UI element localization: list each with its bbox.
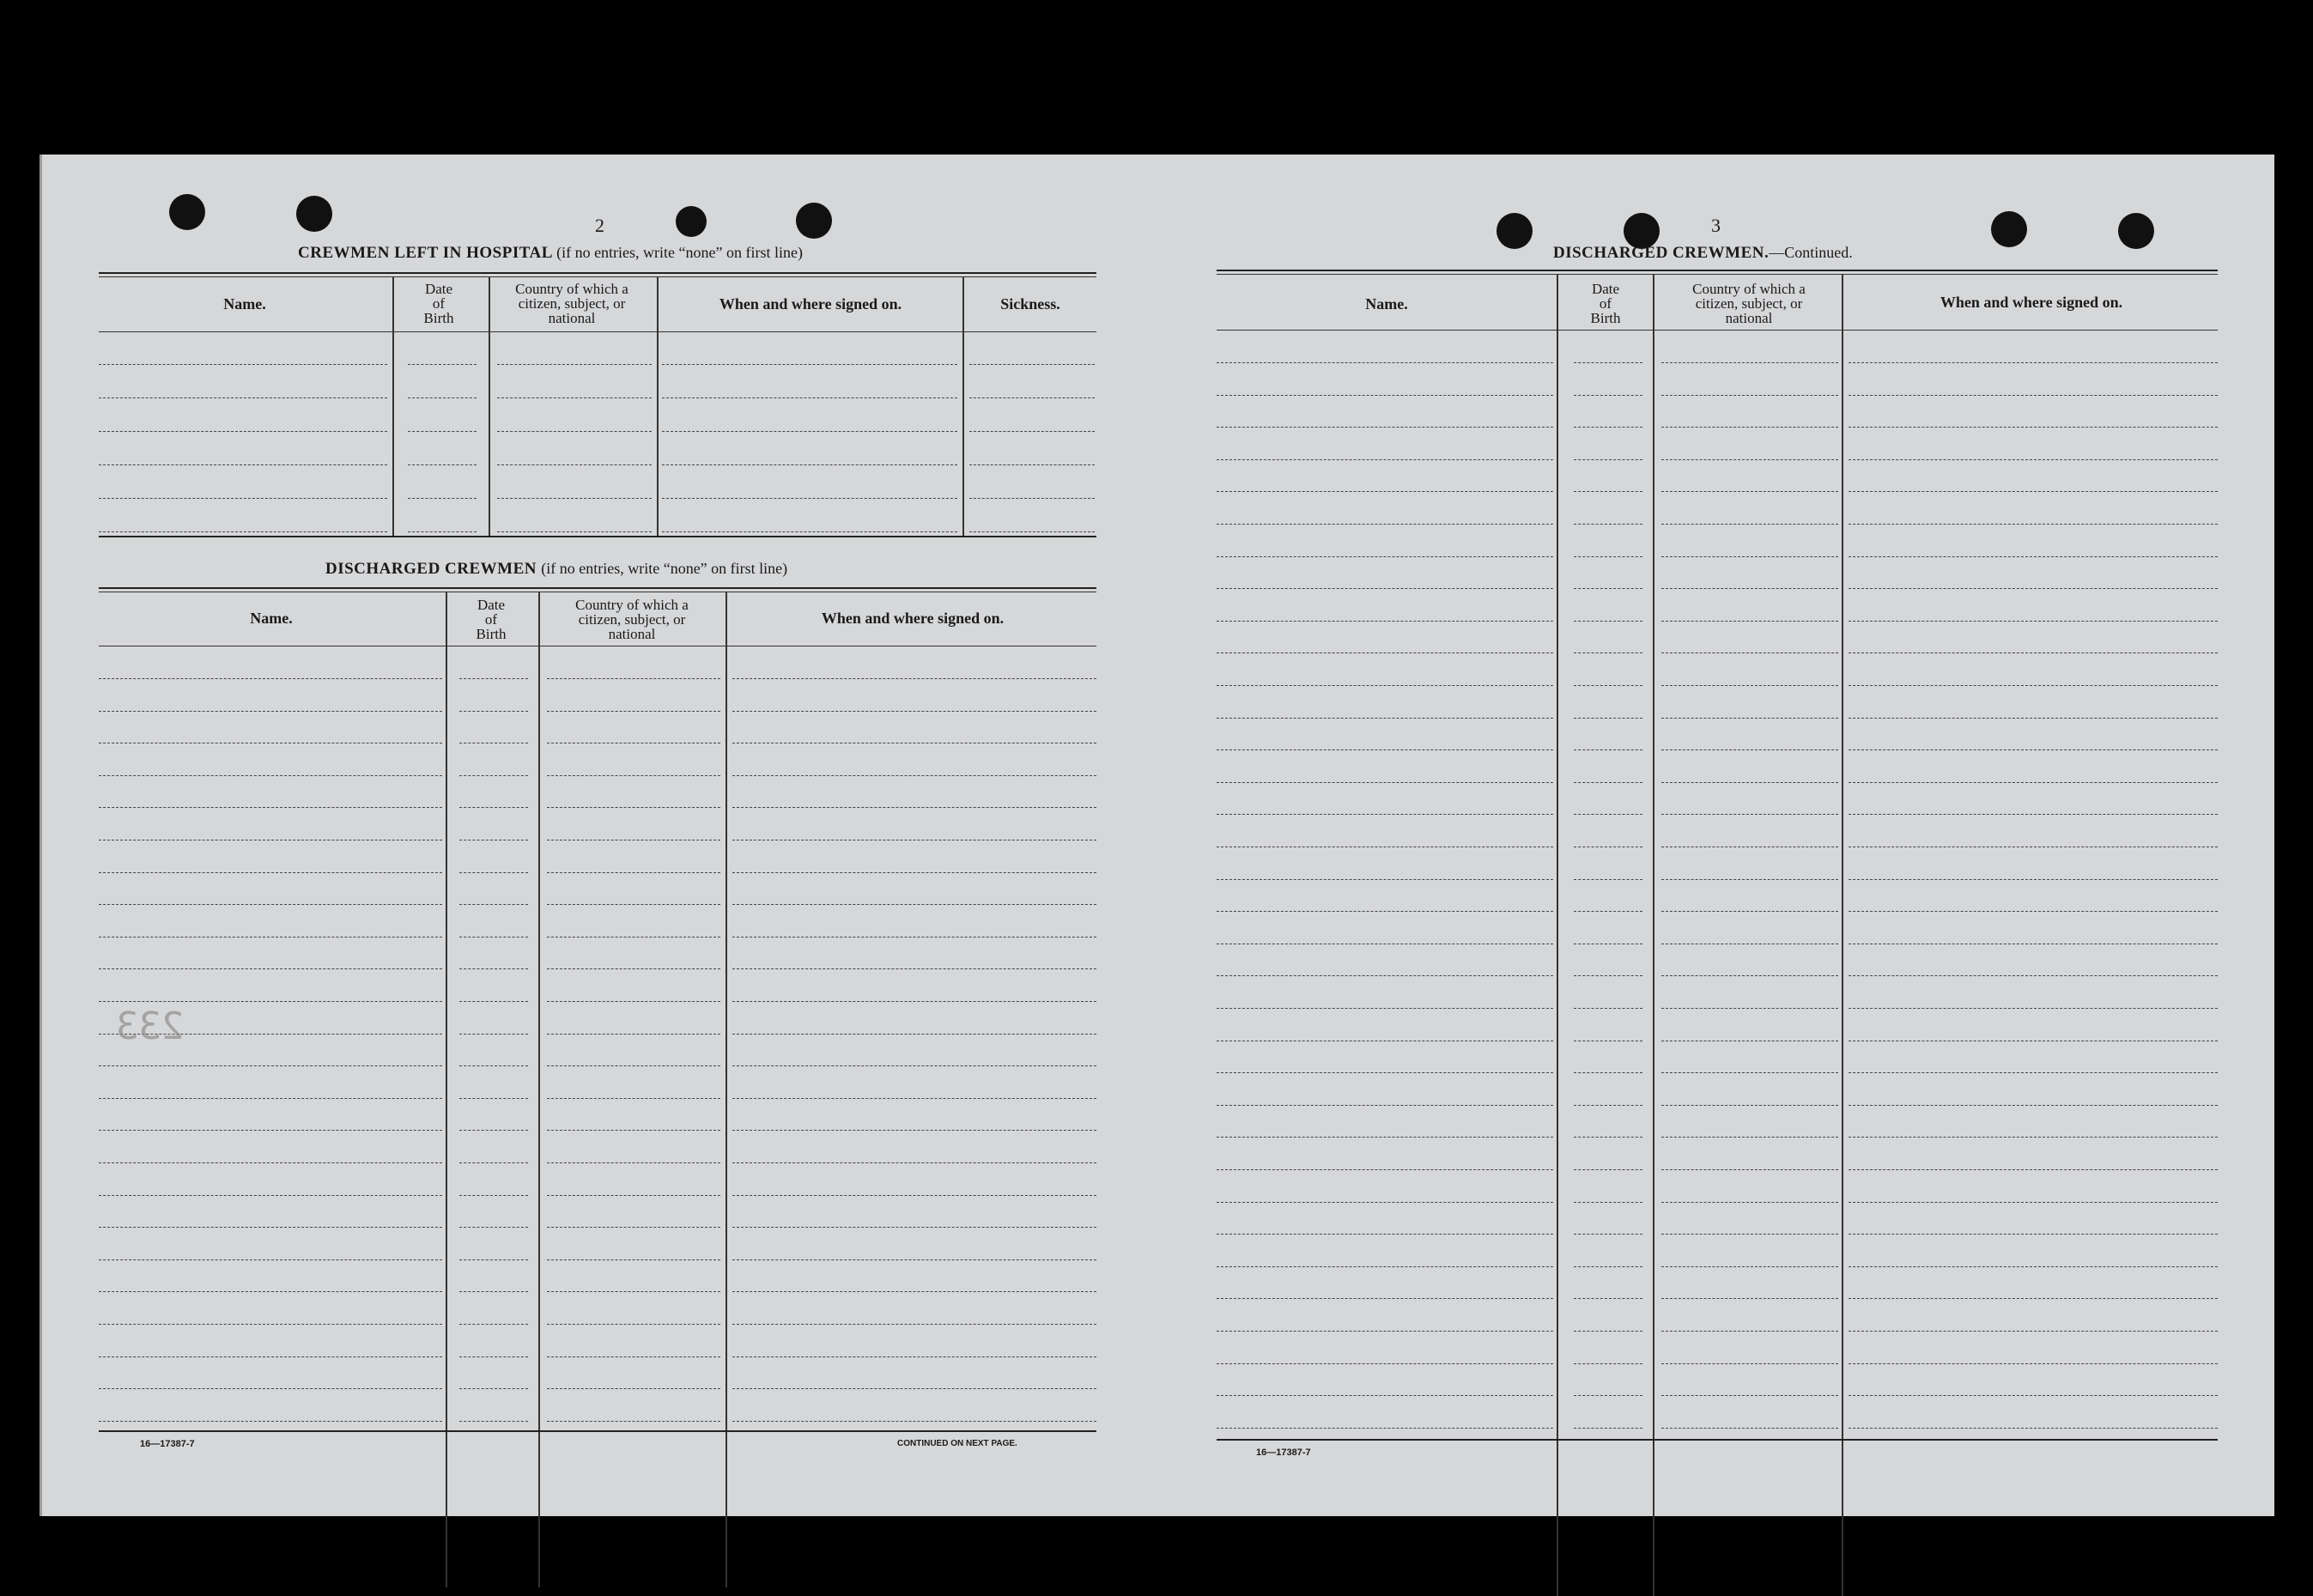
ruled-line <box>732 1001 1096 1002</box>
ruled-line <box>1217 685 1553 686</box>
ruled-line <box>497 431 652 432</box>
column-header-dob: Date of Birth <box>476 597 507 642</box>
punch-hole <box>169 194 205 230</box>
ruled-line <box>1217 1363 1553 1364</box>
column-header-country: Country of which a citizen, subject, or national <box>1692 281 1806 326</box>
ruled-line <box>1849 1202 2218 1203</box>
table-rule <box>99 276 1096 277</box>
ruled-line <box>969 531 1095 532</box>
ruled-line <box>732 937 1096 938</box>
ruled-line <box>1217 362 1553 363</box>
ruled-line <box>1217 491 1553 492</box>
ruled-line <box>99 904 442 905</box>
ruled-line <box>99 1227 442 1228</box>
ruled-line <box>1217 1202 1553 1203</box>
discharged-continued-title <box>1553 244 1853 263</box>
ruled-line <box>459 1065 528 1066</box>
ruled-line <box>459 1034 528 1035</box>
column-header-dob: Date of Birth <box>1590 281 1621 326</box>
column-header-country: Country of which a citizen, subject, or national <box>575 597 689 642</box>
ruled-line <box>1661 362 1838 363</box>
ruled-line <box>662 464 957 465</box>
ruled-line <box>1849 459 2218 460</box>
ruled-line <box>1661 1137 1838 1138</box>
ruled-line <box>459 1421 528 1422</box>
ruled-line <box>99 1388 442 1389</box>
ruled-line <box>408 431 477 432</box>
punch-hole <box>1991 211 2027 247</box>
ruled-line <box>1661 1105 1838 1106</box>
ruled-line <box>1217 1137 1553 1138</box>
ruled-line <box>1849 362 2218 363</box>
column-header-sickness: Sickness. <box>1000 295 1060 313</box>
ruled-line <box>1661 491 1838 492</box>
ruled-line <box>1217 459 1553 460</box>
form-number: 16—17387-7 <box>140 1439 195 1449</box>
ruled-line <box>547 1356 720 1357</box>
ruled-line <box>1661 1298 1838 1299</box>
ruled-line <box>662 364 957 365</box>
ruled-line <box>1661 718 1838 719</box>
ruled-line <box>732 1324 1096 1325</box>
ruled-line <box>1217 1072 1553 1073</box>
ruled-line <box>1661 1072 1838 1073</box>
ruled-line <box>459 872 528 873</box>
ruled-line <box>497 531 652 532</box>
ruled-line <box>547 678 720 679</box>
ruled-line <box>459 1001 528 1002</box>
ruled-line <box>1574 1105 1642 1106</box>
ruled-line <box>1574 718 1642 719</box>
ruled-line <box>1661 879 1838 880</box>
ruled-line <box>459 711 528 712</box>
ruled-line <box>99 1291 442 1292</box>
ruled-line <box>732 904 1096 905</box>
ruled-line <box>1661 1169 1838 1170</box>
ruled-line <box>99 364 387 365</box>
ruled-line <box>547 1421 720 1422</box>
page-number: 2 <box>595 215 604 236</box>
ruled-line <box>1217 556 1553 557</box>
ruled-line <box>99 1065 442 1066</box>
ruled-line <box>408 464 477 465</box>
ruled-line <box>459 1195 528 1196</box>
hospital-subtitle: (if no entries, write “none” on first line) <box>556 244 803 261</box>
discharged-continued-label: DISCHARGED CREWMEN. <box>1553 244 1770 262</box>
ruled-line <box>1574 524 1642 525</box>
ruled-line <box>99 937 442 938</box>
table-rule <box>99 587 1096 589</box>
ruled-line <box>969 464 1095 465</box>
ruled-line <box>459 1356 528 1357</box>
ruled-line <box>1217 652 1553 653</box>
ruled-line <box>547 1162 720 1163</box>
ruled-line <box>99 464 387 465</box>
ruled-line <box>547 968 720 969</box>
ruled-line <box>1661 911 1838 912</box>
ruled-line <box>547 807 720 808</box>
ruled-line <box>732 1388 1096 1389</box>
ruled-line <box>459 1388 528 1389</box>
ruled-line <box>1661 1234 1838 1235</box>
ruled-line <box>1574 911 1642 912</box>
ruled-line <box>1849 395 2218 396</box>
ruled-line <box>1661 556 1838 557</box>
ruled-line <box>99 1259 442 1260</box>
ruled-line <box>1849 621 2218 622</box>
ruled-line <box>547 775 720 776</box>
stamp-number: 233 <box>116 1004 185 1048</box>
hospital-title: CREWMEN LEFT IN HOSPITAL <box>298 244 552 262</box>
ruled-line <box>547 1195 720 1196</box>
ruled-line <box>1849 1298 2218 1299</box>
ruled-line <box>1661 1008 1838 1009</box>
ruled-line <box>459 1227 528 1228</box>
ruled-line <box>1574 395 1642 396</box>
ruled-line <box>1849 1072 2218 1073</box>
ruled-line <box>1661 782 1838 783</box>
ruled-line <box>1217 1234 1553 1235</box>
ruled-line <box>1574 491 1642 492</box>
ruled-line <box>1661 459 1838 460</box>
ruled-line <box>1849 718 2218 719</box>
ruled-line <box>1217 1266 1553 1267</box>
ruled-line <box>732 1421 1096 1422</box>
form-number: 16—17387-7 <box>1256 1447 1311 1458</box>
ruled-line <box>732 1259 1096 1260</box>
ruled-line <box>1661 427 1838 428</box>
ruled-line <box>459 678 528 679</box>
ruled-line <box>1574 749 1642 750</box>
ruled-line <box>547 937 720 938</box>
column-header-name: Name. <box>223 295 266 313</box>
ruled-line <box>1661 1363 1838 1364</box>
column-header-name: Name. <box>1365 295 1408 313</box>
ruled-line <box>1849 588 2218 589</box>
ruled-line <box>1574 1137 1642 1138</box>
ruled-line <box>459 1162 528 1163</box>
ruled-line <box>1661 588 1838 589</box>
ruled-line <box>497 397 652 398</box>
ruled-line <box>1574 459 1642 460</box>
ruled-line <box>1849 1363 2218 1364</box>
ruled-line <box>1661 1331 1838 1332</box>
ruled-line <box>547 1388 720 1389</box>
ruled-line <box>1849 1428 2218 1429</box>
ruled-line <box>1661 814 1838 815</box>
punch-hole <box>796 203 832 239</box>
ruled-line <box>1849 814 2218 815</box>
ruled-line <box>732 1034 1096 1035</box>
ruled-line <box>1217 975 1553 976</box>
ruled-line <box>1849 782 2218 783</box>
ruled-line <box>1849 1395 2218 1396</box>
ruled-line <box>1849 1331 2218 1332</box>
ruled-line <box>459 1259 528 1260</box>
ruled-line <box>732 1065 1096 1066</box>
ruled-line <box>1849 524 2218 525</box>
ruled-line <box>1217 524 1553 525</box>
ruled-line <box>732 711 1096 712</box>
ruled-line <box>459 1130 528 1131</box>
ruled-line <box>1217 749 1553 750</box>
ruled-line <box>99 807 442 808</box>
ruled-line <box>1661 395 1838 396</box>
ruled-line <box>1849 491 2218 492</box>
ruled-line <box>662 431 957 432</box>
page-number: 3 <box>1711 215 1721 236</box>
ruled-line <box>1574 814 1642 815</box>
ruled-line <box>459 807 528 808</box>
ruled-line <box>1849 749 2218 750</box>
ruled-line <box>662 498 957 499</box>
ruled-line <box>969 364 1095 365</box>
ruled-line <box>732 1195 1096 1196</box>
ruled-line <box>408 397 477 398</box>
ruled-line <box>732 1356 1096 1357</box>
ruled-line <box>1217 879 1553 880</box>
table-rule <box>1217 274 2218 275</box>
ruled-line <box>459 1324 528 1325</box>
ruled-line <box>1661 975 1838 976</box>
header-rule <box>1217 330 2218 331</box>
ruled-line <box>732 1098 1096 1099</box>
ruled-line <box>99 498 387 499</box>
ruled-line <box>1217 814 1553 815</box>
ruled-line <box>1217 1428 1553 1429</box>
ruled-line <box>1574 685 1642 686</box>
ruled-line <box>969 498 1095 499</box>
ruled-line <box>1217 1395 1553 1396</box>
ruled-line <box>99 872 442 873</box>
ruled-line <box>99 531 387 532</box>
continued-note: CONTINUED ON NEXT PAGE. <box>897 1439 1017 1448</box>
ruled-line <box>662 397 957 398</box>
ruled-line <box>732 807 1096 808</box>
ruled-line <box>1217 718 1553 719</box>
ruled-line <box>1849 556 2218 557</box>
ruled-line <box>547 711 720 712</box>
ruled-line <box>1661 1395 1838 1396</box>
ruled-line <box>1849 1234 2218 1235</box>
ruled-line <box>1849 685 2218 686</box>
ruled-line <box>459 1098 528 1099</box>
column-divider <box>1653 274 1654 1596</box>
table-rule <box>99 536 1096 537</box>
ruled-line <box>1217 1298 1553 1299</box>
ruled-line <box>99 397 387 398</box>
ruled-line <box>459 937 528 938</box>
ruled-line <box>1661 1202 1838 1203</box>
ruled-line <box>408 531 477 532</box>
ruled-line <box>99 1195 442 1196</box>
column-divider <box>1557 274 1558 1596</box>
column-header-country: Country of which a citizen, subject, or national <box>515 281 628 326</box>
ruled-line <box>1217 395 1553 396</box>
ruled-line <box>99 1421 442 1422</box>
ruled-line <box>1574 1266 1642 1267</box>
ruled-line <box>547 1291 720 1292</box>
ruled-line <box>732 678 1096 679</box>
ruled-line <box>547 1324 720 1325</box>
ruled-line <box>1849 879 2218 880</box>
ruled-line <box>1661 685 1838 686</box>
ruled-line <box>1849 1266 2218 1267</box>
ruled-line <box>732 872 1096 873</box>
ruled-line <box>1849 975 2218 976</box>
ruled-line <box>1661 524 1838 525</box>
column-header-signed: When and where signed on. <box>821 610 1005 627</box>
ruled-line <box>1217 427 1553 428</box>
ruled-line <box>1217 588 1553 589</box>
column-header-signed: When and where signed on. <box>719 295 902 313</box>
ruled-line <box>99 711 442 712</box>
column-divider <box>489 276 490 536</box>
punch-hole <box>296 196 332 232</box>
ruled-line <box>732 1130 1096 1131</box>
punch-hole <box>676 206 707 237</box>
ruled-line <box>1574 588 1642 589</box>
ruled-line <box>1574 556 1642 557</box>
ruled-line <box>1574 879 1642 880</box>
ruled-line <box>547 872 720 873</box>
ruled-line <box>459 968 528 969</box>
ruled-line <box>1574 1169 1642 1170</box>
ruled-line <box>1574 1363 1642 1364</box>
ruled-line <box>408 498 477 499</box>
table-rule <box>99 272 1096 274</box>
ruled-line <box>99 1324 442 1325</box>
table-rule <box>1217 270 2218 271</box>
column-header-name: Name. <box>250 610 293 627</box>
ruled-line <box>1574 1298 1642 1299</box>
ruled-line <box>1574 782 1642 783</box>
ruled-line <box>1574 652 1642 653</box>
ruled-line <box>547 1259 720 1260</box>
ruled-line <box>547 1065 720 1066</box>
discharged-subtitle: (if no entries, write “none” on first line) <box>541 560 788 577</box>
column-divider <box>392 276 394 536</box>
ruled-line <box>547 1130 720 1131</box>
ruled-line <box>99 431 387 432</box>
ruled-line <box>1574 1008 1642 1009</box>
ruled-line <box>547 1001 720 1002</box>
ruled-line <box>1217 1331 1553 1332</box>
column-header-signed: When and where signed on. <box>1940 294 2123 311</box>
header-rule <box>99 331 1096 332</box>
ruled-line <box>1661 621 1838 622</box>
column-divider <box>538 592 540 1587</box>
ruled-line <box>732 1227 1096 1228</box>
ruled-line <box>1849 1137 2218 1138</box>
ruled-line <box>459 1291 528 1292</box>
ruled-line <box>99 1162 442 1163</box>
column-header-dob: Date of Birth <box>423 281 454 326</box>
column-divider <box>657 276 659 536</box>
column-divider <box>1842 274 1843 1596</box>
ruled-line <box>497 498 652 499</box>
ruled-line <box>1217 911 1553 912</box>
ruled-line <box>497 464 652 465</box>
ruled-line <box>1574 1202 1642 1203</box>
ruled-line <box>1574 362 1642 363</box>
ruled-line <box>1574 975 1642 976</box>
column-divider <box>962 276 964 536</box>
ruled-line <box>1849 1169 2218 1170</box>
ruled-line <box>732 968 1096 969</box>
ruled-line <box>1661 652 1838 653</box>
ruled-line <box>1849 1008 2218 1009</box>
ruled-line <box>1217 782 1553 783</box>
ruled-line <box>547 1227 720 1228</box>
ruled-line <box>1574 1395 1642 1396</box>
ruled-line <box>1574 1331 1642 1332</box>
ruled-line <box>99 1130 442 1131</box>
ruled-line <box>497 364 652 365</box>
ruled-line <box>732 1162 1096 1163</box>
ruled-line <box>732 775 1096 776</box>
ruled-line <box>1574 1234 1642 1235</box>
column-divider <box>725 592 727 1587</box>
ruled-line <box>1217 621 1553 622</box>
ruled-line <box>99 678 442 679</box>
punch-hole <box>2118 213 2154 249</box>
ruled-line <box>547 1034 720 1035</box>
discharged-section-title <box>325 560 787 579</box>
ruled-line <box>1661 1428 1838 1429</box>
ruled-line <box>1217 1008 1553 1009</box>
hospital-section-title <box>298 244 803 263</box>
ruled-line <box>969 431 1095 432</box>
form-sheet <box>39 155 2274 1516</box>
discharged-title: DISCHARGED CREWMEN <box>325 560 537 578</box>
ruled-line <box>732 1291 1096 1292</box>
ruled-line <box>662 531 957 532</box>
ruled-line <box>99 1001 442 1002</box>
table-rule <box>1217 1439 2218 1441</box>
table-rule <box>99 1430 1096 1432</box>
ruled-line <box>547 904 720 905</box>
column-divider <box>446 592 447 1587</box>
ruled-line <box>1849 1105 2218 1106</box>
ruled-line <box>99 968 442 969</box>
ruled-line <box>1574 621 1642 622</box>
punch-hole <box>1496 213 1533 249</box>
ruled-line <box>408 364 477 365</box>
ruled-line <box>99 775 442 776</box>
ruled-line <box>459 775 528 776</box>
ruled-line <box>1574 427 1642 428</box>
ruled-line <box>1217 1169 1553 1170</box>
ruled-line <box>1849 427 2218 428</box>
ruled-line <box>1217 1105 1553 1106</box>
ruled-line <box>1849 652 2218 653</box>
ruled-line <box>1574 1428 1642 1429</box>
ruled-line <box>1661 1266 1838 1267</box>
ruled-line <box>547 1098 720 1099</box>
ruled-line <box>969 397 1095 398</box>
continued-label: —Continued. <box>1769 244 1853 261</box>
ruled-line <box>1661 749 1838 750</box>
ruled-line <box>1849 911 2218 912</box>
ruled-line <box>99 1356 442 1357</box>
ruled-line <box>99 1098 442 1099</box>
ruled-line <box>1574 1072 1642 1073</box>
ruled-line <box>459 904 528 905</box>
